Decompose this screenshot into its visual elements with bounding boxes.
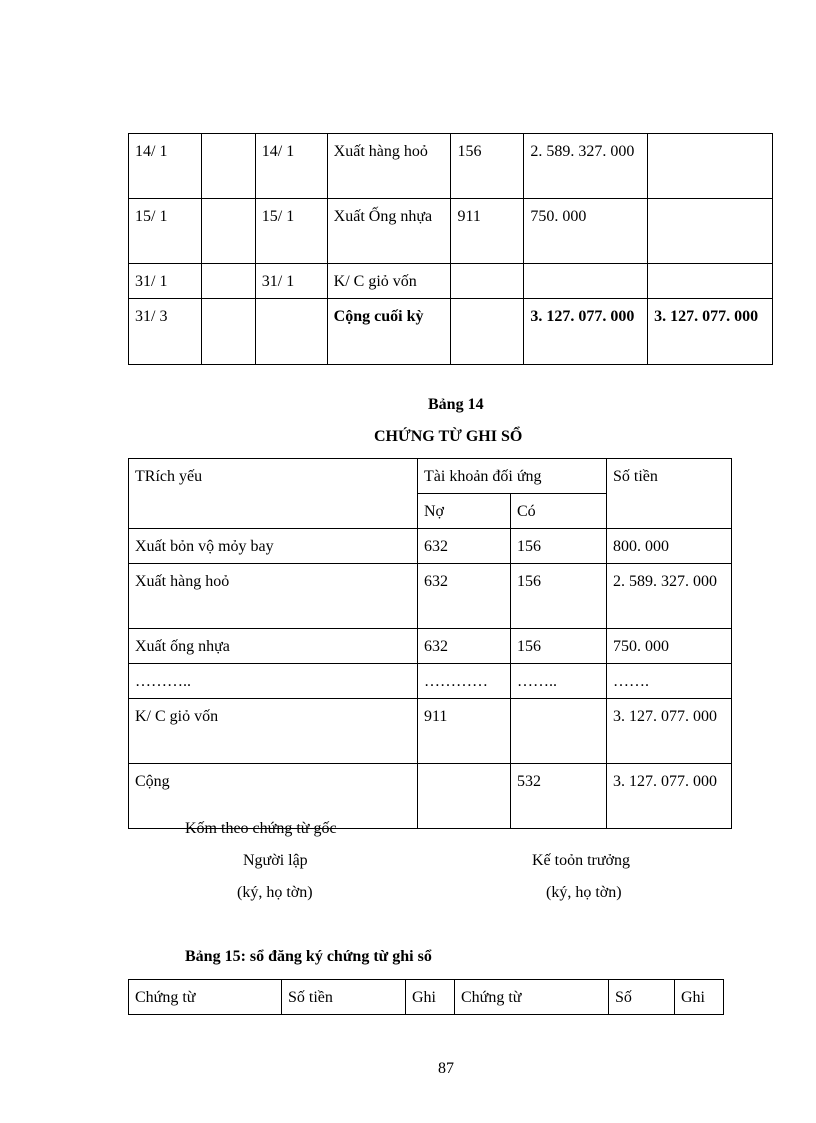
account-header: Tài khoản đối ứng [418,459,607,494]
account-cell: 156 [451,134,524,199]
ledger-table [128,133,773,365]
summary-cell: Xuất ống nhựa [129,629,418,664]
debit-cell: 632 [418,629,511,664]
credit-cell: …….. [511,664,607,699]
table-row [129,764,732,829]
debit-cell: 911 [418,699,511,764]
table-row [129,299,773,365]
summary-cell: K/ C giỏ vốn [129,699,418,764]
voucher-date-cell: 31/ 1 [255,264,327,299]
credit-cell [511,699,607,764]
amount-header: Số [609,980,675,1015]
voucher-date-cell: 15/ 1 [255,199,327,264]
amount-cell: 3. 127. 077. 000 [524,299,648,365]
accountant-signature: (ký, họ tờn) [546,884,622,901]
empty-cell [201,264,255,299]
date-cell: 31/ 1 [129,264,202,299]
table-row [129,199,773,264]
description-cell: K/ C giỏ vốn [327,264,451,299]
table-row [129,264,773,299]
page-number: 87 [438,1060,454,1077]
amount-cell: 2. 589. 327. 000 [607,564,732,629]
amount2-cell [648,134,773,199]
summary-cell: ……….. [129,664,418,699]
attached-note: Kốm theo chứng từ gốc [185,820,337,837]
register-title: Bảng 15: sổ đăng ký chứng từ ghi sổ [185,948,432,965]
preparer-label: Người lập [243,852,308,869]
credit-header: Có [511,494,607,529]
amount-cell [524,264,648,299]
debit-cell: ………… [418,664,511,699]
amount-cell: 3. 127. 077. 000 [607,764,732,829]
credit-cell: 156 [511,529,607,564]
date-cell: 31/ 3 [129,299,202,365]
table-title: CHỨNG TỪ GHI SỔ [374,428,523,445]
credit-cell: 156 [511,564,607,629]
preparer-signature: (ký, họ tờn) [237,884,313,901]
debit-header: Nợ [418,494,511,529]
empty-cell [201,134,255,199]
empty-cell [201,299,255,365]
amount-cell: ……. [607,664,732,699]
table-row [129,134,773,199]
register-table [128,979,724,1015]
amount-header: Số tiền [607,459,732,529]
description-cell: Xuất Ống nhựa [327,199,451,264]
amount-cell: 750. 000 [524,199,648,264]
table-row [129,699,732,764]
empty-cell [201,199,255,264]
account-cell: 911 [451,199,524,264]
summary-cell: Cộng [129,764,418,829]
voucher-table [128,458,732,829]
note-header: Ghi [406,980,455,1015]
debit-cell: 632 [418,529,511,564]
date-cell: 14/ 1 [129,134,202,199]
amount-cell: 800. 000 [607,529,732,564]
voucher-date-cell: 14/ 1 [255,134,327,199]
account-cell [451,299,524,365]
account-cell [451,264,524,299]
credit-cell: 156 [511,629,607,664]
voucher-header: Chứng từ [455,980,609,1015]
table-header-row [129,459,732,494]
summary-cell: Xuất bỏn vộ mỏy bay [129,529,418,564]
credit-cell: 532 [511,764,607,829]
amount-cell: 3. 127. 077. 000 [607,699,732,764]
debit-cell: 632 [418,564,511,629]
accountant-label: Kế toỏn trưởng [532,852,631,869]
voucher-header: Chứng từ [129,980,282,1015]
debit-cell [418,764,511,829]
voucher-date-cell [255,299,327,365]
table-row [129,629,732,664]
amount2-cell [648,264,773,299]
amount-cell: 2. 589. 327. 000 [524,134,648,199]
summary-header: TRích yếu [129,459,418,529]
table-header-row [129,980,724,1015]
table-row [129,564,732,629]
description-cell: Cộng cuối kỳ [327,299,451,365]
amount2-cell: 3. 127. 077. 000 [648,299,773,365]
amount-cell: 750. 000 [607,629,732,664]
table-row [129,529,732,564]
date-cell: 15/ 1 [129,199,202,264]
description-cell: Xuất hàng hoỏ [327,134,451,199]
summary-cell: Xuất hàng hoỏ [129,564,418,629]
table-row [129,664,732,699]
table-number-heading: Bảng 14 [428,396,484,413]
amount2-cell [648,199,773,264]
note-header: Ghi [675,980,724,1015]
amount-header: Số tiền [282,980,406,1015]
